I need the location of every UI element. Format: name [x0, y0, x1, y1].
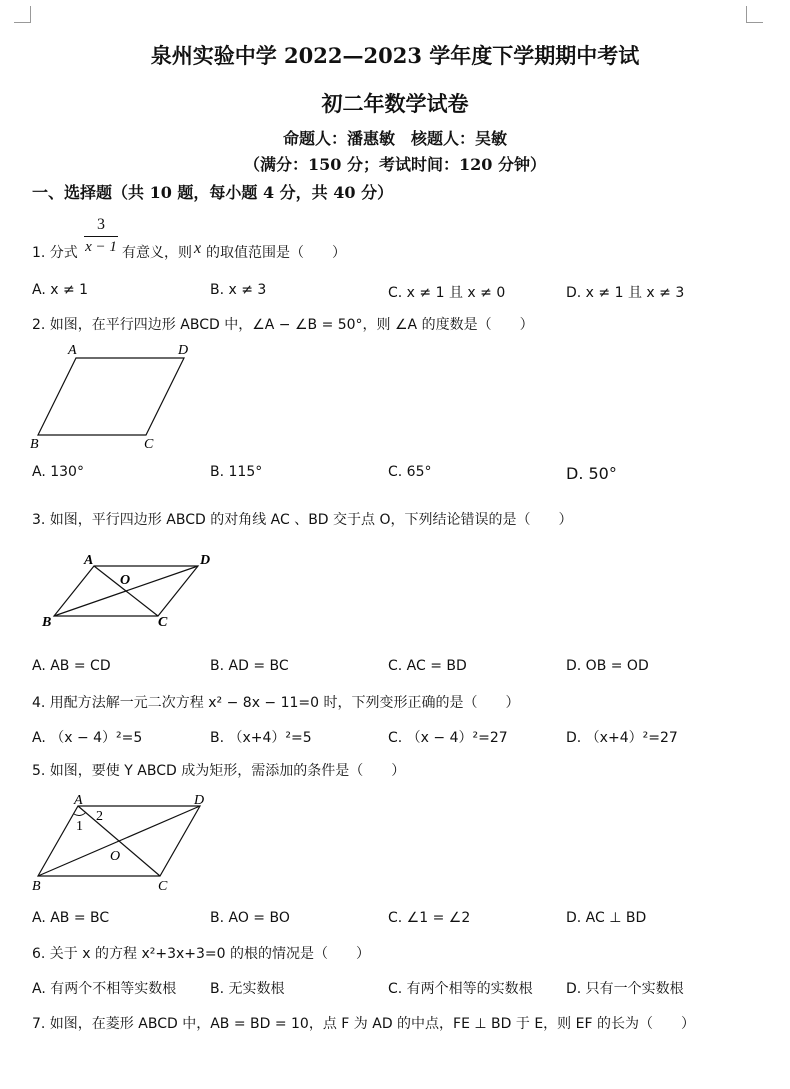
label-c: C — [158, 615, 168, 630]
angle-2-label: 2 — [96, 809, 103, 824]
fraction-bar — [84, 236, 118, 237]
q1-option-d[interactable]: D. x ≠ 1 且 x ≠ 3 — [566, 285, 685, 301]
q4-option-b[interactable]: B. （x+4）²=5 — [210, 730, 312, 746]
q6-option-a[interactable]: A. 有两个不相等实数根 — [32, 981, 177, 997]
q2-option-c[interactable]: C. 65° — [388, 464, 432, 480]
q4-option-a[interactable]: A. （x − 4）²=5 — [32, 730, 143, 746]
q3-option-b[interactable]: B. AD = BC — [210, 658, 289, 674]
question-5-stem: 5. 如图，要使 Y ABCD 成为矩形，需添加的条件是（ ） — [32, 763, 406, 779]
q5-option-b[interactable]: B. AO = BO — [210, 910, 290, 926]
label-a: A — [84, 553, 94, 568]
crop-mark-top-left — [14, 6, 31, 23]
label-b: B — [32, 879, 41, 894]
fraction-numerator: 3 — [97, 216, 105, 233]
q5-option-d[interactable]: D. AC ⊥ BD — [566, 910, 647, 926]
q3-option-c[interactable]: C. AC = BD — [388, 658, 467, 674]
q2-option-b[interactable]: B. 115° — [210, 464, 263, 480]
question-2-stem: 2. 如图，在平行四边形 ABCD 中，∠A − ∠B = 50°，则 ∠A 的度数是（ ） — [32, 317, 534, 333]
label-d: D — [178, 343, 189, 358]
label-a: A — [74, 793, 83, 808]
q3-option-d[interactable]: D. OB = OD — [566, 658, 649, 674]
label-d: D — [200, 553, 211, 568]
q5-option-c[interactable]: C. ∠1 = ∠2 — [388, 910, 471, 926]
q1-option-b[interactable]: B. x ≠ 3 — [210, 282, 267, 298]
label-b: B — [30, 437, 39, 452]
label-a: A — [68, 343, 77, 358]
question-7-stem: 7. 如图，在菱形 ABCD 中，AB = BD = 10，点 F 为 AD 的中点，FE ⊥ BD 于 E，则 EF 的长为（ ） — [32, 1016, 695, 1032]
exam-title: 泉州实验中学 2022—2023 学年度下学期期中考试 — [150, 43, 640, 68]
q6-option-b[interactable]: B. 无实数根 — [210, 981, 285, 997]
q6-option-c[interactable]: C. 有两个相等的实数根 — [388, 981, 533, 997]
question-4-stem: 4. 用配方法解一元二次方程 x² − 8x − 11=0 时，下列变形正确的是（ ） — [32, 695, 520, 711]
question-6-stem: 6. 关于 x 的方程 x²+3x+3=0 的根的情况是（ ） — [32, 946, 370, 962]
exam-meta: （满分：150 分；考试时间：120 分钟） — [244, 155, 546, 174]
q2-option-d[interactable]: D. 50° — [566, 464, 617, 483]
q2-parallelogram-figure — [28, 340, 208, 452]
label-b: B — [42, 615, 52, 630]
q3-option-a[interactable]: A. AB = CD — [32, 658, 111, 674]
label-o: O — [110, 849, 121, 864]
q1-option-c[interactable]: C. x ≠ 1 且 x ≠ 0 — [388, 285, 506, 301]
q4-option-d[interactable]: D. （x+4）²=27 — [566, 730, 678, 746]
q3-parallelogram-figure — [36, 548, 226, 632]
section-heading: 一、选择题（共 10 题，每小题 4 分，共 40 分） — [32, 183, 394, 202]
angle-1-label: 1 — [76, 819, 83, 834]
label-c: C — [144, 437, 154, 452]
question-3-stem: 3. 如图，平行四边形 ABCD 的对角线 AC 、BD 交于点 O，下列结论错误的是（ ） — [32, 512, 573, 528]
q4-option-c[interactable]: C. （x − 4）²=27 — [388, 730, 508, 746]
crop-mark-top-right — [746, 6, 763, 23]
exam-subtitle: 初二年数学试卷 — [321, 91, 469, 116]
label-d: D — [194, 793, 205, 808]
fraction — [84, 216, 118, 256]
q6-option-d[interactable]: D. 只有一个实数根 — [566, 981, 684, 997]
fraction-denominator: x − 1 — [85, 239, 117, 255]
label-o: O — [120, 573, 131, 588]
exam-authors: 命题人：潘惠敏 核题人：吴敏 — [282, 129, 507, 148]
label-c: C — [158, 879, 168, 894]
q2-option-a[interactable]: A. 130° — [32, 464, 84, 480]
q1-option-a[interactable]: A. x ≠ 1 — [32, 282, 89, 298]
q5-parallelogram-figure — [28, 790, 218, 896]
q5-option-a[interactable]: A. AB = BC — [32, 910, 110, 926]
